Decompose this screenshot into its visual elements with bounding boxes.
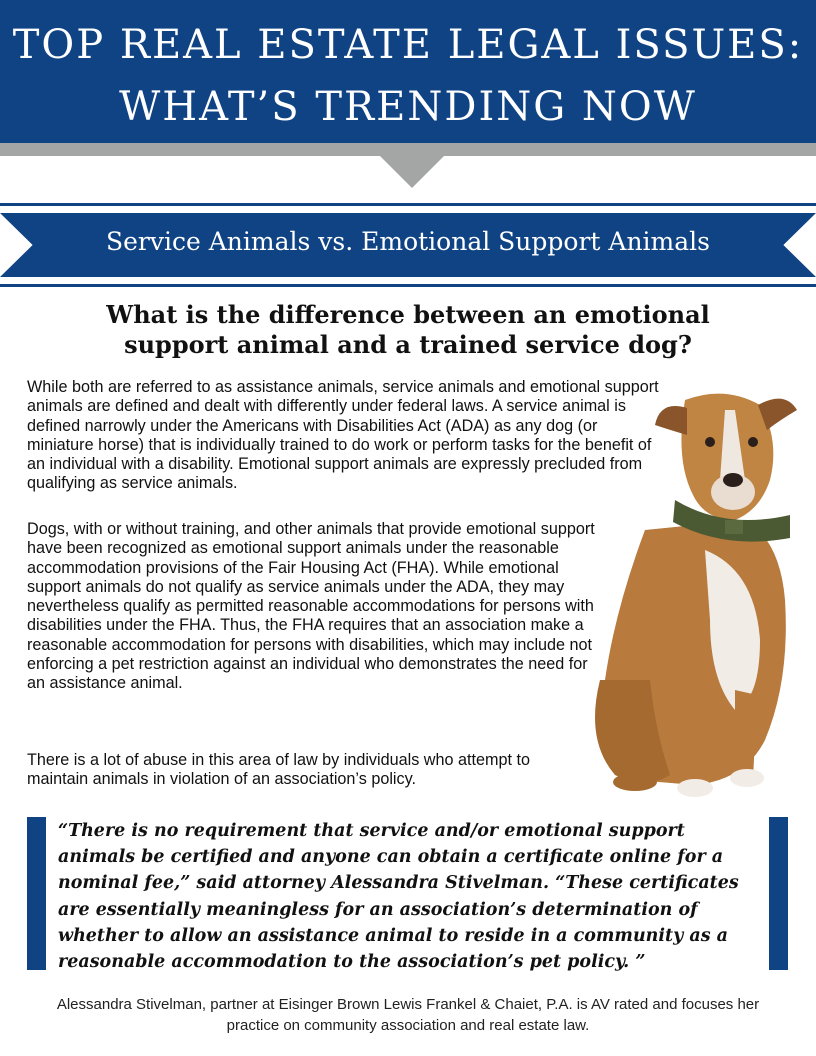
quote-bar-right [769, 817, 788, 970]
paragraph-2: Dogs, with or without training, and other animals that provide emotional support have been recognized as emotional support animals under the reasonable accommodation provisions of the Fair Housing Act (FHA). While emotional support animals do not qualify as service animals under the ADA, they may nevertheless qualify as permitted reasonable accommodations for persons with disabilities under the FHA. Thus, the FHA requires that an association make a reasonable accommodation for persons with disabilities, which may include not enforcing a pet restriction against an individual who demonstrates the need for an assistance animal. [27, 520, 595, 693]
banner-bottom-rule [0, 284, 816, 287]
quote-bar-left [27, 817, 46, 970]
page-title [0, 14, 816, 138]
pull-quote: “There is no requirement that service and/or emotional support animals be certified and anyone can obtain a certificate online for a nominal fee,” said attorney Alessandra Stivelman. “These certificates are essentially meaningless for an association’s determination of whether to allow an assistance animal to reside in a community as a reasonable accommodation to the association’s pet policy. ” [58, 821, 739, 973]
section-title: Service Animals vs. Emotional Support Animals [106, 227, 710, 256]
page-title-line1: TOP REAL ESTATE LEGAL ISSUES: [12, 22, 804, 68]
article-question [60, 300, 756, 360]
page-title-line2: WHAT’S TRENDING NOW [119, 84, 697, 130]
question-line2: support animal and a trained service dog? [124, 330, 692, 359]
author-bio: Alessandra Stivelman, partner at Eisinger Brown Lewis Frankel & Chaiet, P.A. is AV rated and focuses her practice on community association and real estate law. [56, 996, 760, 1034]
paragraph-1: While both are referred to as assistance animals, service animals and emotional support animals are defined and dealt with differently under federal laws. A service animal is defined narrowly under the Americans with Disabilities Act (ADA) as any dog (or miniature horse) that is individually trained to do work or perform tasks for the benefit of an individual with a disability. Emotional support animals are expressly precluded from qualifying as service animals. [27, 378, 659, 493]
paragraph-3: There is a lot of abuse in this area of law by individuals who attempt to maintain animals in violation of an association’s policy. [27, 751, 530, 789]
gray-divider-band [0, 143, 816, 156]
dog-photo-icon [575, 380, 805, 805]
dog-body [595, 394, 797, 797]
down-arrow-icon [380, 156, 444, 188]
banner-top-rule [0, 203, 816, 206]
question-line1: What is the difference between an emotional [106, 300, 710, 329]
